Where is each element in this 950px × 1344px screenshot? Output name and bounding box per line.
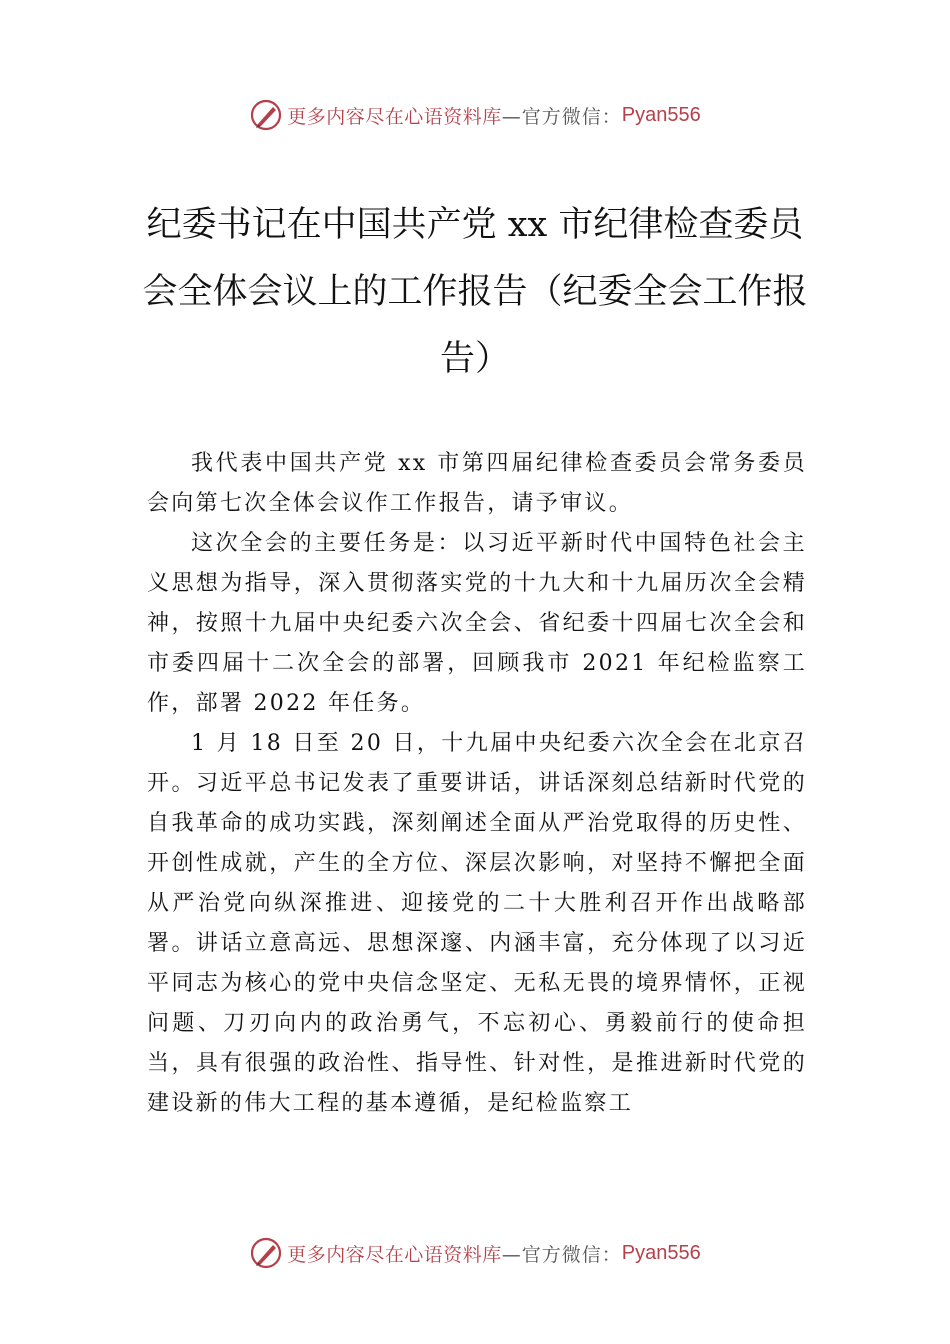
footer-banner xyxy=(0,1233,950,1273)
document-title: 纪委书记在中国共产党 xx 市纪律检查委员会全体会议上的工作报告（纪委全会工作报告） xyxy=(142,205,808,379)
banner-wechat-id: Pyan556 xyxy=(621,1241,701,1264)
pen-logo-icon xyxy=(249,1236,283,1270)
banner-title: 更多内容尽在心语资料库 xyxy=(287,105,502,128)
document-body xyxy=(147,444,807,1124)
banner-label: —官方微信： xyxy=(501,1243,622,1266)
pen-logo-icon xyxy=(249,98,283,132)
paragraph: 我代表中国共产党 xx 市第四届纪律检查委员会常务委员会向第七次全体会议作工作报告，请予审议。 xyxy=(147,451,807,516)
paragraph: 这次全会的主要任务是：以习近平新时代中国特色社会主义思想为指导，深入贯彻落实党的十九大和十九届历次全会精神，按照十九届中央纪委六次全会、省纪委十四届七次全会和市委四届十二次全会的部署，回顾我市 2021 年纪检监察工作，部署 2022 年任务。 xyxy=(147,531,807,716)
banner-label: —官方微信： xyxy=(501,105,622,128)
paragraph: 1 月 18 日至 20 日，十九届中央纪委六次全会在北京召开。习近平总书记发表了重要讲话，讲话深刻总结新时代党的自我革命的成功实践，深刻阐述全面从严治党取得的历史性、开创性成就，产生的全方位、深层次影响，对坚持不懈把全面从严治党向纵深推进、迎接党的二十大胜利召开作出战略部署。讲话立意高远、思想深邃、内涵丰富，充分体现了以习近平同志为核心的党中央信念坚定、无私无畏的境界情怀，正视问题、刀刃向内的政治勇气，不忘初心、勇毅前行的使命担当，具有很强的政治性、指导性、针对性，是推进新时代党的建设新的伟大工程的基本遵循，是纪检监察工 xyxy=(147,731,807,1116)
header-banner xyxy=(0,95,950,135)
banner-title: 更多内容尽在心语资料库 xyxy=(287,1243,502,1266)
banner-wechat-id: Pyan556 xyxy=(621,103,701,126)
